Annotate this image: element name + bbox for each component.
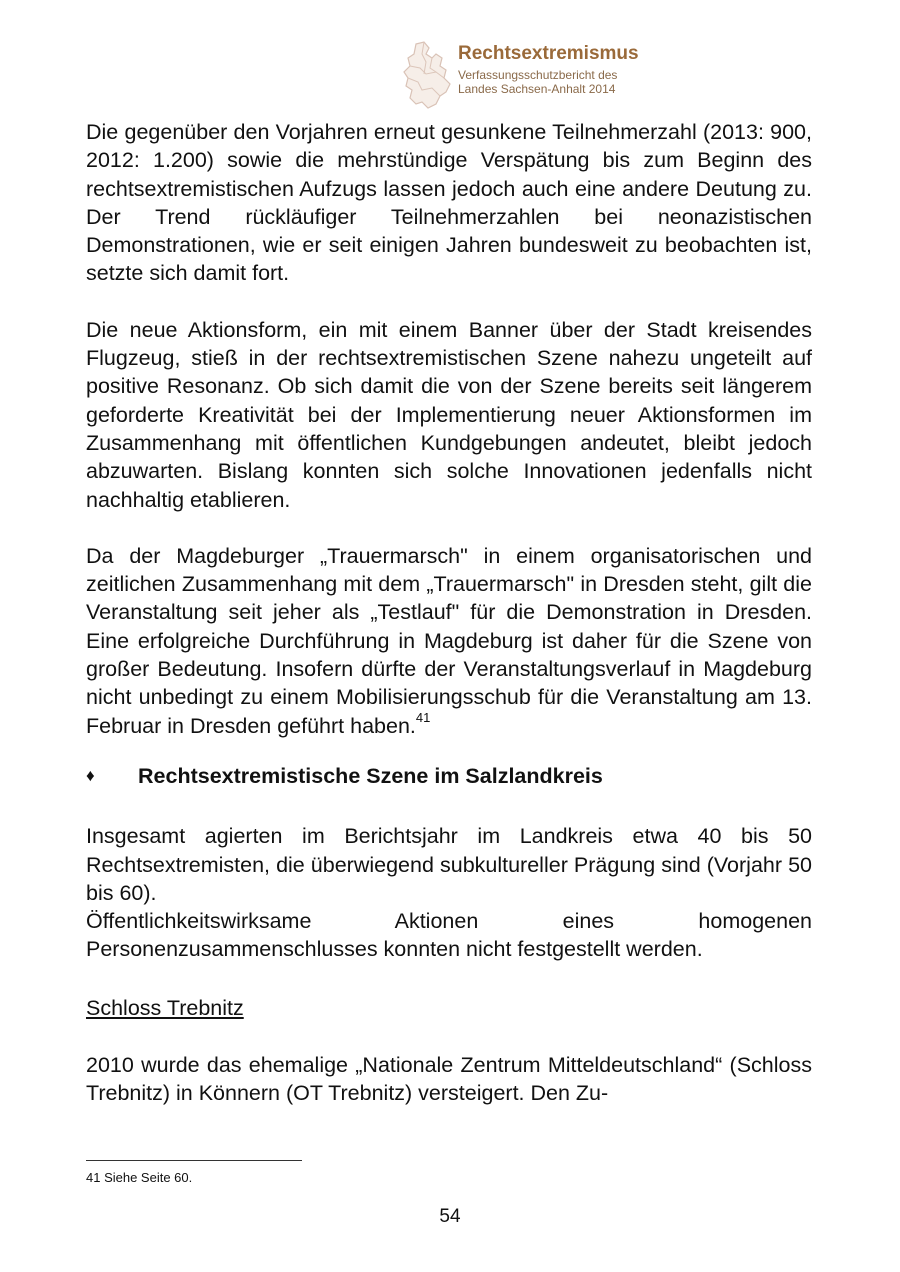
subheading-schloss-trebnitz: Schloss Trebnitz [86,995,244,1020]
page-number: 54 [439,1206,461,1227]
section-heading-text: Rechtsextremistische Szene im Salzlandkreis [138,763,603,788]
paragraph-5: 2010 wurde das ehemalige „Nationale Zentrum Mitteldeutschland“ (Schloss Trebnitz) in Könnern (OT Trebnitz) versteigert. Den Zu- [86,1053,812,1106]
paragraph-4b: Öffentlichkeitswirksame Aktionen eines homogenen Personenzusammenschlusses konnten nicht festgestellt werden. [86,909,812,962]
footnote-divider [86,1160,302,1161]
header-title: Rechtsextremismus [458,43,639,64]
footnote-ref-41[interactable]: 41 [415,710,431,726]
footnote-41: 41 Siehe Seite 60. [86,1170,193,1185]
diamond-bullet-icon: ♦ [86,765,95,785]
paragraph-4a: Insgesamt agierten im Berichtsjahr im Landkreis etwa 40 bis 50 Rechtsextremisten, die überwiegend subkultureller Prägung sind (Vorjahr 50 bis 60). [86,824,812,905]
header-subtitle-line2: Landes Sachsen-Anhalt 2014 [458,82,616,96]
paragraph-1: Die gegenüber den Vorjahren erneut gesunkene Teilnehmerzahl (2013: 900, 2012: 1.200) sowie die mehrstündige Verspätung bis zum Beginn des rechtsextremistischen Aufzugs lassen jedoch auch eine andere Deutung zu. Der Trend rückläufiger Teilnehmerzahlen bei neonazistischen Demonstrationen, wie er seit einigen Jahren bundesweit zu beobachten ist, setzte sich damit fort. [86,120,812,286]
paragraph-3-text: Da der Magdeburger „Trauermarsch" in einem organisatorischen und zeitlichen Zusammenhang mit dem „Trauermarsch" in Dresden steht, gilt die Veranstaltung seit jeher als „Testlauf" für die Demonstration in Dresden. Eine erfolgreiche Durchführung in Magdeburg ist daher für die Szene von großer Bedeutung. Insofern dürfte der Veranstaltungsverlauf in Magdeburg nicht unbedingt zu einem Mobilisierungsschub für die Veranstaltung am 13. Februar in Dresden geführt haben. [86,543,812,738]
paragraph-2: Die neue Aktionsform, ein mit einem Banner über der Stadt kreisendes Flugzeug, stieß in der rechtsextremistischen Szene nahezu ungeteilt auf positive Resonanz. Ob sich damit die von der Szene bereits seit längerem geforderte Kreativität bei der Implementierung neuer Aktionsformen im Zusammenhang mit öffentlichen Kundgebungen andeutet, bleibt jedoch abzuwarten. Bislang konnten sich solche Innovationen jedenfalls nicht nachhaltig etablieren. [86,317,812,512]
header-subtitle-line1: Verfassungsschutzbericht des [458,68,618,82]
paragraph-3 [86,542,812,740]
page-header [396,40,696,116]
page-content [86,118,812,1108]
sachsen-anhalt-map-icon [396,40,462,112]
section-heading [86,762,812,790]
